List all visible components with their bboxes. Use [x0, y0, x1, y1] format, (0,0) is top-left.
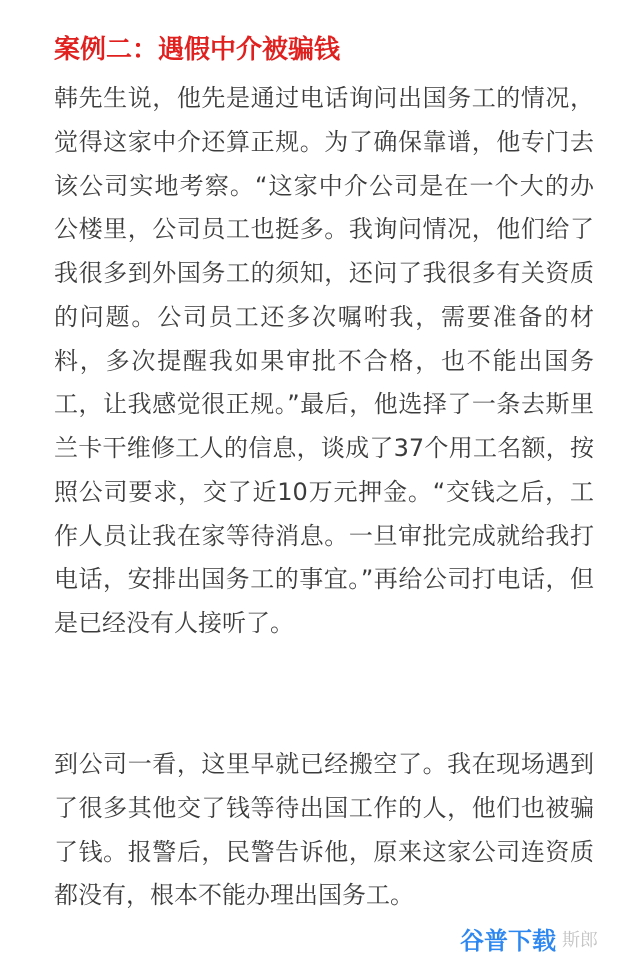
article-paragraph-2: 到公司一看，这里早就已经搬空了。我在现场遇到了很多其他交了钱等待出国工作的人，他们也被骗了钱。报警后，民警告诉他，原来这家公司连资质都没有，根本不能办理出国务工。	[54, 750, 594, 910]
article-paragraph-1: 韩先生说，他先是通过电话询问出国务工的情况，觉得这家中介还算正规。为了确保靠谱，他专门去该公司实地考察。“这家中介公司是在一个大的办公楼里，公司员工也挺多。我询问情况，他们给了我很多到外国务工的须知，还问了我很多有关资质的问题。公司员工还多次嘱咐我，需要准备的材料，多次提醒我如果审批不合格，也不能出国务工，让我感觉很正规。”最后，他选择了一条去斯里兰卡干维修工人的信息，谈成了37个用工名额，按照公司要求，交了近10万元押金。“交钱之后，工作人员让我在家等待消息。一旦审批完成就给我打电话，安排出国务工的事宜。”再给公司打电话，但是已经没有人接听了。	[54, 84, 594, 637]
watermark-text: 斯郎	[562, 930, 598, 951]
watermark-logo: 谷普下载	[460, 927, 556, 955]
article-title: 案例二：遇假中介被骗钱	[54, 35, 341, 65]
watermark	[460, 924, 630, 958]
